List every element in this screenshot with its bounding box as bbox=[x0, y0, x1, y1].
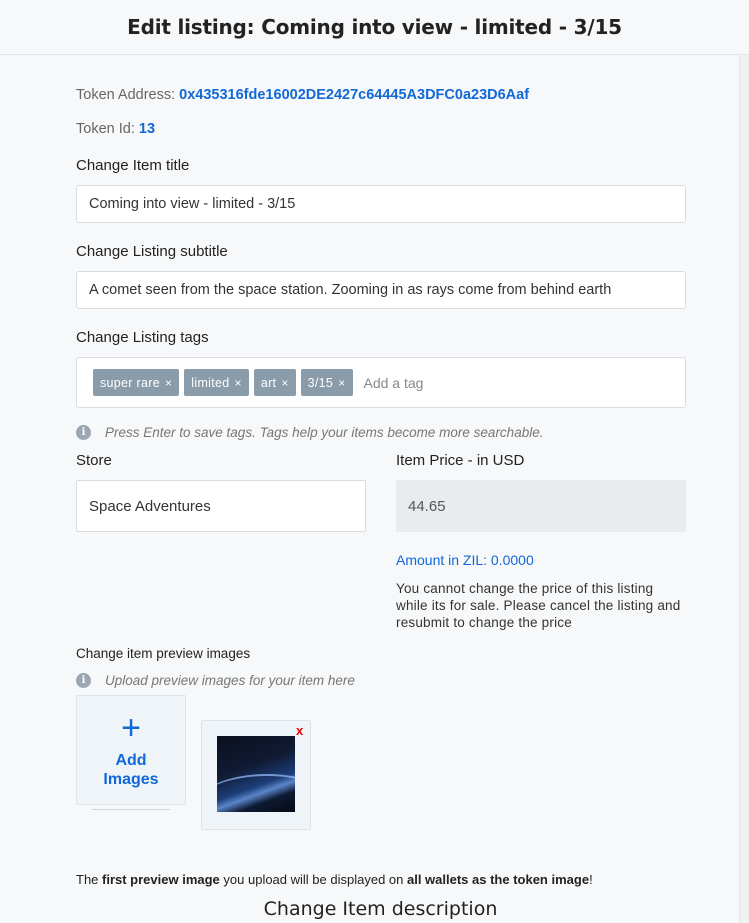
add-images-button[interactable] bbox=[76, 695, 186, 805]
price-label: Item Price - in USD bbox=[396, 452, 525, 469]
note-text: The bbox=[76, 872, 103, 887]
page-title: Edit listing: Coming into view - limited - 3/15 bbox=[127, 15, 622, 39]
info-icon: i bbox=[76, 673, 91, 688]
token-image-note bbox=[76, 872, 593, 887]
divider bbox=[92, 809, 170, 810]
price-input: 44.65 bbox=[396, 480, 686, 532]
close-icon[interactable]: × bbox=[164, 375, 173, 390]
scrollbar[interactable] bbox=[739, 55, 749, 923]
add-tag-input[interactable]: Add a tag bbox=[363, 374, 424, 391]
token-address-row bbox=[76, 87, 529, 103]
tag-chip bbox=[301, 369, 353, 396]
zil-amount: Amount in ZIL: 0.0000 bbox=[396, 552, 534, 568]
tag-label: super rare bbox=[100, 375, 160, 390]
close-icon[interactable]: × bbox=[281, 375, 289, 390]
token-address-label: Token Address: bbox=[76, 87, 180, 103]
tag-label: 3/15 bbox=[307, 375, 334, 390]
images-hint bbox=[76, 673, 355, 688]
tags-label: Change Listing tags bbox=[76, 329, 209, 346]
preview-image-card bbox=[201, 720, 311, 830]
token-address-value[interactable]: 0x435316fde16002DE2427c64445A3DFC0a23D6Aaf bbox=[179, 87, 530, 103]
token-id-row bbox=[76, 121, 155, 137]
subtitle-label: Change Listing subtitle bbox=[76, 243, 228, 260]
description-heading: Change Item description bbox=[263, 898, 498, 920]
page-header bbox=[0, 0, 749, 55]
plus-icon: + bbox=[121, 709, 141, 747]
token-id-value: 13 bbox=[138, 121, 156, 137]
item-title-label: Change Item title bbox=[76, 157, 190, 174]
token-id-label: Token Id: bbox=[76, 121, 139, 137]
add-images-label: Add Images bbox=[103, 752, 159, 788]
note-text: ! bbox=[589, 872, 593, 887]
item-title-input[interactable]: Coming into view - limited - 3/15 bbox=[76, 185, 686, 223]
close-icon[interactable]: × bbox=[234, 375, 242, 390]
note-text: you upload will be displayed on bbox=[219, 872, 407, 887]
preview-image-thumbnail bbox=[217, 736, 295, 812]
note-bold-text: first preview image bbox=[102, 872, 220, 887]
tag-chip bbox=[254, 369, 296, 396]
tag-chip bbox=[184, 369, 249, 396]
store-select[interactable]: Space Adventures bbox=[76, 480, 366, 532]
subtitle-input[interactable]: A comet seen from the space station. Zooming in as rays come from behind earth bbox=[76, 271, 686, 309]
info-icon: i bbox=[76, 425, 91, 440]
close-icon[interactable]: x bbox=[296, 723, 304, 738]
tags-input[interactable] bbox=[76, 357, 686, 408]
tag-label: art bbox=[260, 375, 277, 390]
close-icon[interactable]: × bbox=[338, 375, 346, 390]
note-bold-text: all wallets as the token image bbox=[406, 872, 590, 887]
tags-hint-text: Press Enter to save tags. Tags help your items become more searchable. bbox=[105, 425, 544, 440]
tags-hint bbox=[76, 425, 543, 440]
price-note: You cannot change the price of this listing while its for sale. Please cancel the listing and resubmit to change the price bbox=[396, 581, 681, 630]
images-hint-text: Upload preview images for your item here bbox=[105, 673, 355, 688]
tag-label: limited bbox=[191, 375, 230, 390]
images-label: Change item preview images bbox=[76, 646, 251, 661]
store-label: Store bbox=[76, 452, 112, 469]
tag-chip bbox=[93, 369, 179, 396]
